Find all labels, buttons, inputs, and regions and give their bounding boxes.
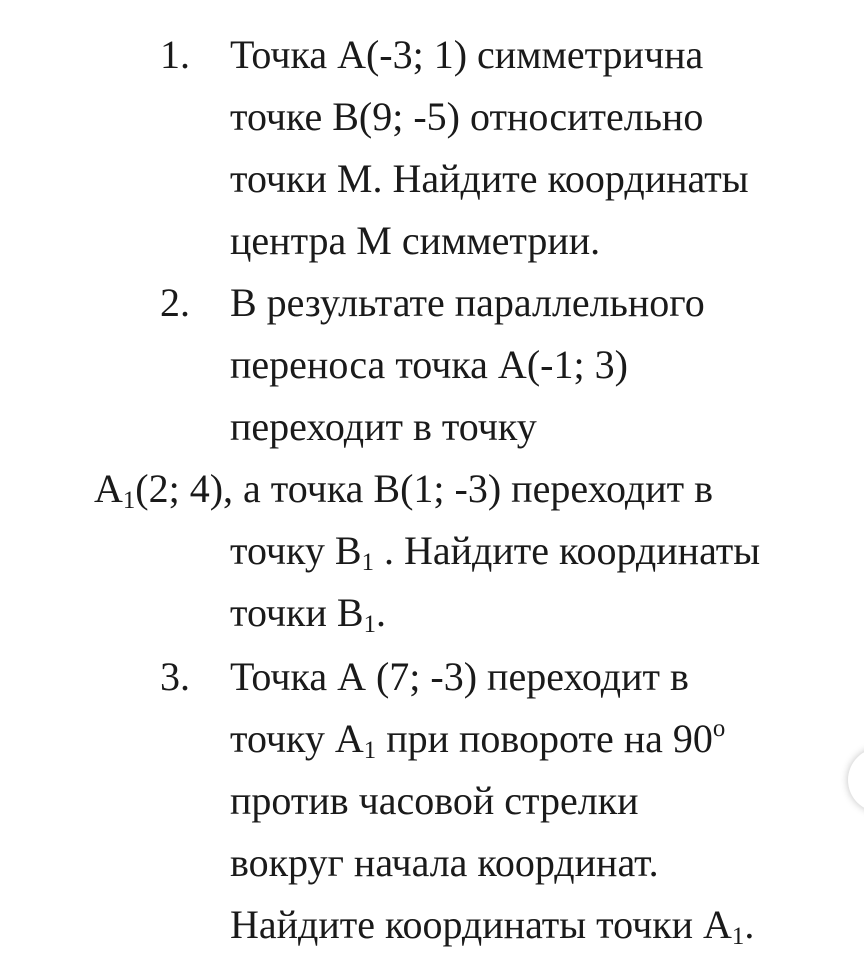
floating-action-button[interactable] [848,748,864,812]
item-2-line-5 [230,520,760,582]
item-3-line-2-b: при повороте на 90 [376,716,713,761]
item-1-line-4: центра М симметрии. [230,218,601,263]
item-3-line-3: против часовой стрелки [230,778,639,823]
item-2-line-4-sub: 1 [122,487,136,515]
item-3-line-5-b: . [744,902,755,947]
item-3-line-2 [230,708,725,770]
item-3-line-5-a: Найдите координаты точки А [230,902,732,947]
item-1-line-1: Точка А(-3; 1) симметрична [230,32,704,77]
item-2-line-1: В результате параллельного [230,280,705,325]
item-3-line-2-a: точку А [230,716,364,761]
item-2-line-5-b: . Найдите координаты [374,528,761,573]
item-3-line-1: Точка А (7; -3) переходит в [230,654,689,699]
item-2-line-6-sub: 1 [363,611,376,639]
item-2-line-5-a: точку В [230,528,362,573]
item-2-line-4-a: А [94,466,123,511]
item-2-line-4-b: (2; 4), а точка В(1; -3) переходит в [135,466,714,511]
item-3-line-5-sub: 1 [731,923,745,951]
item-2-line-6 [230,582,386,644]
item-3-line-2-sup: о [712,714,726,742]
item-2-line-5-sub: 1 [361,549,374,577]
item-3-line-4: вокруг начала координат. [230,840,659,885]
item-2-line-4 [94,458,713,520]
item-1-line-3: точки М. Найдите координаты [230,156,749,201]
item-2-line-6-a: точки В [230,590,364,635]
item-2-line-3: переходит в точку [230,404,537,449]
item-2-line-2: переноса точка А(-1; 3) [230,342,628,387]
item-2-number: 2. [160,280,190,325]
item-3-line-2-sub: 1 [363,737,377,765]
item-2-line-6-b: . [375,590,386,635]
item-3-line-5 [230,894,754,956]
item-1-number: 1. [160,32,190,77]
item-1-line-2: точке В(9; -5) относительно [230,94,704,139]
item-3-number: 3. [160,654,190,699]
